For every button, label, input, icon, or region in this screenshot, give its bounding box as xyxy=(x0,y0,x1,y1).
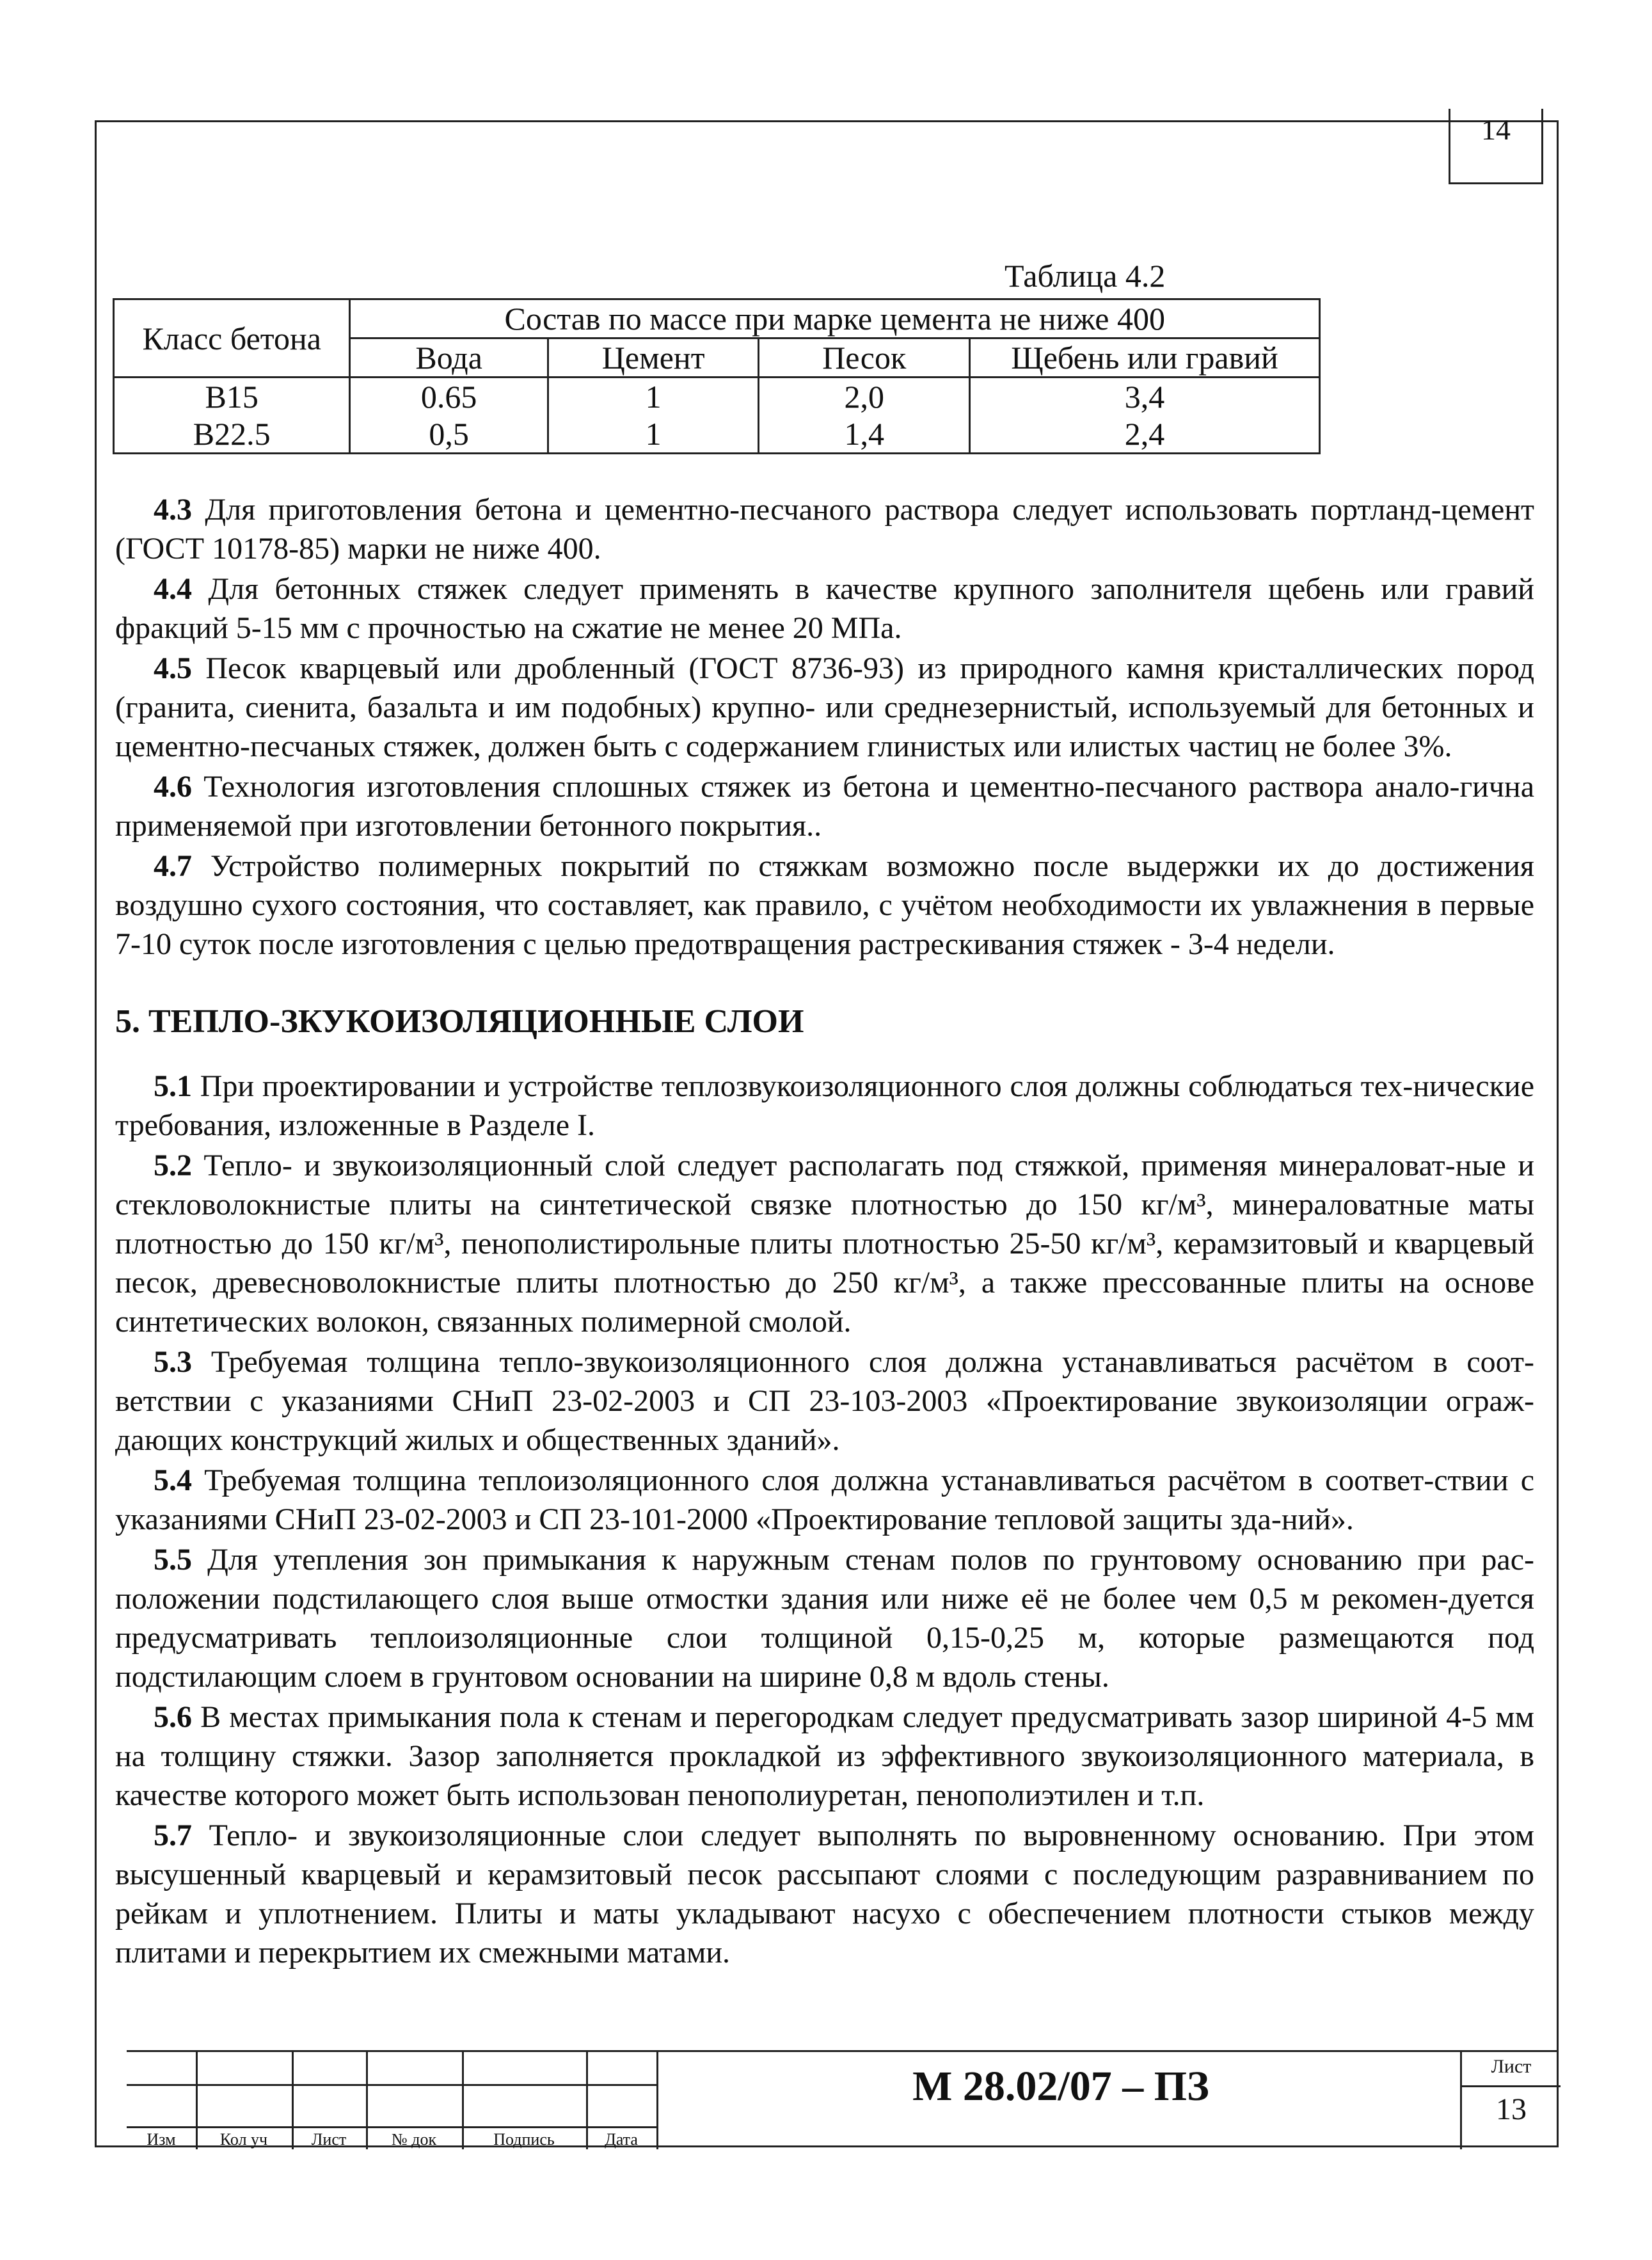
paragraph: 4.3 Для приготовления бетона и цементно-песчаного раствора следует использовать портланд-цемент (ГОСТ 10178-85) марки не ниже 400. xyxy=(115,493,1534,566)
top-page-number: 14 xyxy=(1481,113,1511,146)
paragraph: 5.2 Тепло- и звукоизоляционный слой следует располагать под стяжкой, применяя минераловат-ные и стекловолокнистые плиты на синтетической связке плотностью до 150 кг/м³, минераловатные маты плотностью до 150 кг/м³, пенополистирольные плиты плотностью 25-50 кг/м³, керамзитовый и кварцевый песок, древесноволокнистые плиты плотностью до 250 кг/м³, а также прессованные плиты на основе синтетических волокон, связанных полимерной смолой. xyxy=(115,1149,1534,1339)
caption-list: Лист xyxy=(311,2130,347,2149)
paragraph: 5.1 При проектировании и устройстве теплозвукоизоляционного слоя должны соблюдаться тех-нические требования, изложенные в Разделе I. xyxy=(115,1069,1534,1142)
stamp-grid xyxy=(127,2052,656,2149)
cell-gravel: 3,4 xyxy=(969,378,1319,416)
paragraph: 5.3 Требуемая толщина тепло-звукоизоляционного слоя должна устанавливаться расчётом в соот-ветствии с указаниями СНиП 23-02-2003 и СП 23-103-2003 «Проектирование звукоизоляции ограж-дающих конструкций жилых и общественных зданий». xyxy=(115,1345,1534,1457)
paragraph: 5.7 Тепло- и звукоизоляционные слои следует выполнять по выровненному основанию. При этом высушенный кварцевый и керамзитовый песок рассыпают слоями с последующим разравниванием по рейкам и уплотнением. Плиты и маты укладывают насухо с обеспечением плотности стыков между плитами и перекрытием их смежными матами. xyxy=(115,1818,1534,1970)
cell-cement: 1 xyxy=(548,415,759,454)
header-sand: Песок xyxy=(759,338,970,378)
cell-water: 0.65 xyxy=(350,378,548,416)
document-code: М 28.02/07 – ПЗ xyxy=(912,2063,1209,2110)
header-water: Вода xyxy=(350,338,548,378)
caption-signature: Подпись xyxy=(493,2130,555,2149)
header-gravel: Щебень или гравий xyxy=(969,338,1319,378)
cell-sand: 1,4 xyxy=(759,415,970,454)
table-caption: Таблица 4.2 xyxy=(1005,258,1166,294)
cell-water: 0,5 xyxy=(350,415,548,454)
header-group: Состав по массе при марке цемента не ниже 400 xyxy=(350,299,1320,338)
caption-kol-uch: Кол уч xyxy=(219,2130,268,2149)
sheet-label: Лист xyxy=(1491,2056,1532,2077)
caption-date: Дата xyxy=(605,2130,638,2149)
cell-class: B22.5 xyxy=(114,415,350,454)
paragraph: 4.4 Для бетонных стяжек следует применять в качестве крупного заполнителя щебень или гравий фракций 5-15 мм с прочностью на сжатие не менее 20 МПа. xyxy=(115,572,1534,645)
sheet-box xyxy=(1460,2052,1561,2149)
title-block-stamp xyxy=(127,2050,1559,2149)
cell-class: B15 xyxy=(114,378,350,416)
paragraph: 5.4 Требуемая толщина теплоизоляционного слоя должна устанавливаться расчётом в соответ-ствии с указаниями СНиП 23-02-2003 и СП 23-101-2000 «Проектирование тепловой защиты зда-ний». xyxy=(115,1463,1534,1536)
paragraph: 4.6 Технология изготовления сплошных стяжек из бетона и цементно-песчаного раствора анало-гична применяемой при изготовлении бетонного покрытия.. xyxy=(115,770,1534,843)
paragraph: 4.7 Устройство полимерных покрытий по стяжкам возможно после выдержки их до достижения воздушно сухого состояния, что составляет, как правило, с учётом необходимости их увлажнения в первые 7-10 суток после изготовления с целью предотвращения растрескивания стяжек - 3-4 недели. xyxy=(115,849,1534,961)
section-heading: 5. ТЕПЛО-ЗКУКОИЗОЛЯЦИОННЫЕ СЛОИ xyxy=(115,1003,804,1040)
cell-sand: 2,0 xyxy=(759,378,970,416)
header-cement: Цемент xyxy=(548,338,759,378)
paragraph: 4.5 Песок кварцевый или дробленный (ГОСТ 8736-93) из природного камня кристаллических пород (гранита, сиенита, базальта и им подобных) крупно- или среднезернистый, используемый для бетонных и цементно-песчаных стяжек, должен быть с содержанием глинистых или илистых частиц не более 3%. xyxy=(115,651,1534,763)
caption-doc-no: № док xyxy=(391,2130,437,2149)
concrete-mix-table xyxy=(113,298,1321,454)
paragraph: 5.6 В местах примыкания пола к стенам и перегородкам следует предусматривать зазор шириной 4-5 мм на толщину стяжки. Зазор заполняется прокладкой из эффективного звукоизоляционного материала, в качестве которого может быть использован пенополиуретан, пенополиэтилен и т.п. xyxy=(115,1700,1534,1812)
table-row xyxy=(114,378,1320,416)
paragraph: 5.5 Для утепления зон примыкания к наружным стенам полов по грунтовому основанию при рас-положении подстилающего слоя выше отмостки здания или ниже её не более чем 0,5 м рекомен-дуется предусматривать теплоизоляционные слои толщиной 0,15-0,25 м, которые размещаются под подстилающим слоем в грунтовом основании на ширине 0,8 м вдоль стены. xyxy=(115,1543,1534,1694)
cell-gravel: 2,4 xyxy=(969,415,1319,454)
header-class: Класс бетона xyxy=(114,299,350,378)
sheet-number: 13 xyxy=(1496,2092,1527,2126)
cell-cement: 1 xyxy=(548,378,759,416)
top-page-number-box xyxy=(1449,109,1543,184)
table-row xyxy=(114,415,1320,454)
caption-izm: Изм xyxy=(147,2130,176,2149)
body-text xyxy=(115,490,1534,1973)
